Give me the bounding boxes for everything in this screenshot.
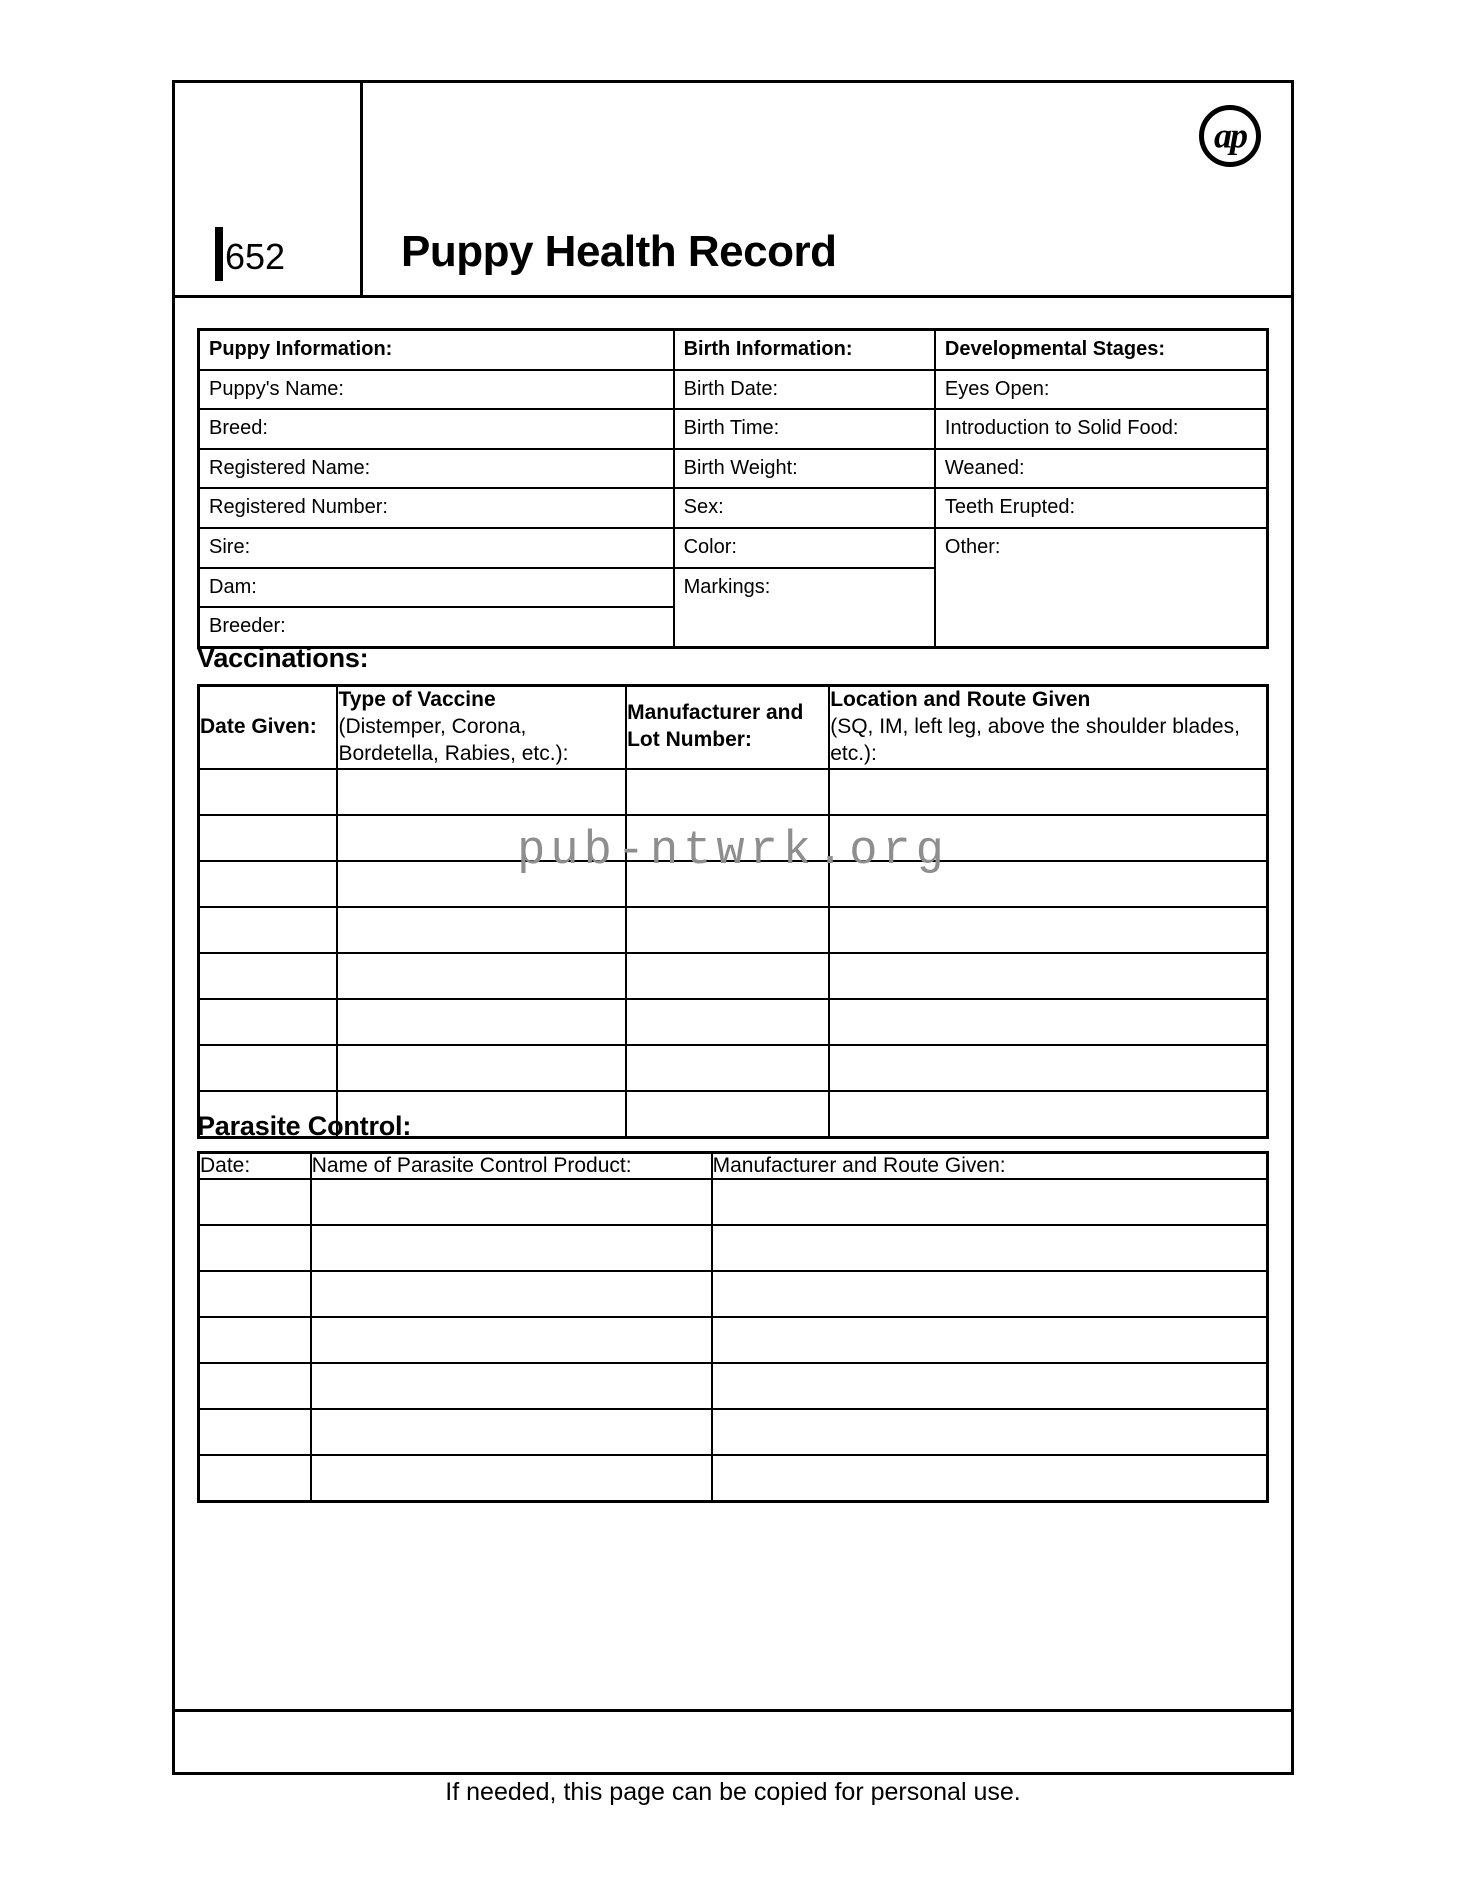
info-field-cell[interactable] [674, 370, 935, 410]
info-field-label: Registered Number: [209, 496, 388, 519]
para-cell-product[interactable] [311, 1271, 712, 1317]
vacc-cell-type[interactable] [337, 861, 626, 907]
info-field-label: Birth Time: [683, 417, 780, 440]
watermark: pub-ntwrk.org [517, 825, 949, 878]
info-field-cell[interactable] [674, 409, 935, 449]
table-row [199, 1225, 1268, 1271]
para-cell-manufacturer[interactable] [712, 1455, 1268, 1502]
info-field-cell[interactable] [199, 528, 674, 568]
vacc-col-header-date [199, 686, 338, 769]
table-row [199, 1045, 1268, 1091]
info-field-cell[interactable] [674, 528, 935, 568]
vacc-cell-type[interactable] [337, 907, 626, 953]
vacc-cell-type[interactable] [337, 815, 626, 861]
para-cell-product[interactable] [311, 1179, 712, 1225]
table-row [199, 1271, 1268, 1317]
para-cell-product[interactable] [311, 1363, 712, 1409]
info-field-label: Eyes Open: [944, 377, 1050, 400]
info-field-cell[interactable] [674, 449, 935, 489]
para-cell-date[interactable] [199, 1225, 311, 1271]
para-col-header-manufacturer: Manufacturer and Route Given: [712, 1153, 1268, 1180]
table-row [199, 907, 1268, 953]
info-heading-cell [674, 330, 935, 370]
info-col-heading: Puppy Information: [209, 338, 393, 360]
table-row [199, 1409, 1268, 1455]
vacc-col-header-location [829, 686, 1267, 769]
para-cell-date[interactable] [199, 1409, 311, 1455]
info-heading-cell [935, 330, 1268, 370]
info-field-cell[interactable] [935, 449, 1268, 489]
page-title: Puppy Health Record [401, 227, 837, 276]
info-field-cell[interactable] [674, 568, 935, 648]
vaccinations-heading: Vaccinations: [197, 643, 369, 673]
vacc-cell-location[interactable] [829, 907, 1267, 953]
para-cell-manufacturer[interactable] [712, 1271, 1268, 1317]
para-col-header-product: Name of Parasite Control Product: [311, 1153, 712, 1180]
info-field-cell[interactable] [199, 607, 674, 647]
vacc-cell-type[interactable] [337, 999, 626, 1045]
vacc-cell-date[interactable] [199, 999, 338, 1045]
info-field-cell[interactable] [199, 370, 674, 410]
table-row [199, 1363, 1268, 1409]
vacc-cell-manufacturer[interactable] [626, 861, 829, 907]
info-table-body [199, 330, 1268, 648]
parasite-table-body [199, 1153, 1268, 1502]
para-col-header-date: Date: [199, 1153, 311, 1180]
vacc-header-sub: (Distemper, Corona, Bordetella, Rabies, etc.): [338, 714, 569, 765]
vacc-header-main: Location and Route Given [830, 688, 1091, 711]
vacc-cell-type[interactable] [337, 1045, 626, 1091]
info-field-cell[interactable] [199, 409, 674, 449]
vacc-col-header-manufacturer [626, 686, 829, 769]
para-cell-date[interactable] [199, 1271, 311, 1317]
info-field-label: Birth Date: [683, 377, 779, 400]
vacc-cell-date[interactable] [199, 1045, 338, 1091]
para-cell-product[interactable] [311, 1317, 712, 1363]
vaccinations-table [197, 684, 1269, 1139]
vacc-col-header-type [337, 686, 626, 769]
table-row [199, 815, 1268, 861]
info-field-cell[interactable] [935, 528, 1268, 647]
vacc-cell-location[interactable] [829, 769, 1267, 815]
table-row [199, 449, 1268, 489]
info-field-cell[interactable] [935, 370, 1268, 410]
info-field-cell[interactable] [935, 488, 1268, 528]
table-row [199, 488, 1268, 528]
vacc-header-main: Manufacturer and Lot Number: [627, 701, 804, 752]
para-cell-date[interactable] [199, 1179, 311, 1225]
table-header-row [199, 686, 1268, 769]
info-col-heading: Developmental Stages: [944, 338, 1165, 360]
para-cell-manufacturer[interactable] [712, 1317, 1268, 1363]
info-field-label: Markings: [683, 575, 771, 598]
table-header-row [199, 1153, 1268, 1180]
info-field-label: Puppy's Name: [209, 377, 344, 400]
vacc-cell-date[interactable] [199, 769, 338, 815]
info-field-cell[interactable] [935, 409, 1268, 449]
vacc-cell-location[interactable] [829, 861, 1267, 907]
code-number: 652 [225, 236, 286, 277]
vacc-cell-date[interactable] [199, 907, 338, 953]
document-code [215, 227, 285, 281]
vacc-cell-manufacturer[interactable] [626, 769, 829, 815]
vacc-cell-date[interactable] [199, 953, 338, 999]
vacc-cell-location[interactable] [829, 1091, 1267, 1138]
info-field-label: Dam: [209, 575, 257, 598]
ap-logo-icon [1199, 105, 1261, 167]
vaccinations-table-body [199, 686, 1268, 1138]
header-code-cell [175, 83, 363, 295]
vacc-header-main: Date Given: [200, 714, 317, 738]
document-frame [172, 80, 1294, 1775]
para-cell-product[interactable] [311, 1409, 712, 1455]
parasite-control-section [197, 1151, 1269, 1503]
vacc-cell-location[interactable] [829, 953, 1267, 999]
vacc-cell-location[interactable] [829, 815, 1267, 861]
para-cell-product[interactable] [311, 1455, 712, 1502]
para-cell-manufacturer[interactable] [712, 1409, 1268, 1455]
info-field-label: Other: [944, 535, 1001, 558]
vacc-cell-date[interactable] [199, 815, 338, 861]
info-field-cell[interactable] [199, 488, 674, 528]
footer-divider [175, 1709, 1291, 1712]
table-row [199, 528, 1268, 568]
info-field-label: Birth Weight: [683, 456, 798, 479]
vacc-cell-manufacturer[interactable] [626, 953, 829, 999]
info-field-label: Sire: [209, 535, 251, 558]
parasite-control-table [197, 1151, 1269, 1503]
info-field-label: Sex: [683, 496, 724, 519]
para-cell-date[interactable] [199, 1455, 311, 1502]
code-bar-icon [215, 227, 223, 281]
table-row [199, 1179, 1268, 1225]
info-field-label: Teeth Erupted: [944, 496, 1075, 519]
table-row [199, 370, 1268, 410]
para-cell-date[interactable] [199, 1317, 311, 1363]
para-cell-product[interactable] [311, 1225, 712, 1271]
puppy-info-table [197, 328, 1269, 649]
vacc-cell-manufacturer[interactable] [626, 1091, 829, 1138]
info-field-label: Weaned: [944, 456, 1025, 479]
info-field-label: Color: [683, 535, 737, 558]
document-header [175, 83, 1291, 298]
table-row [199, 409, 1268, 449]
parasite-control-heading: Parasite Control: [197, 1111, 412, 1141]
vacc-cell-manufacturer[interactable] [626, 1045, 829, 1091]
para-cell-manufacturer[interactable] [712, 1179, 1268, 1225]
table-row [199, 953, 1268, 999]
vaccinations-section [197, 684, 1269, 1139]
para-cell-manufacturer[interactable] [712, 1363, 1268, 1409]
info-field-label: Introduction to Solid Food: [944, 417, 1179, 440]
table-row [199, 330, 1268, 370]
info-field-cell[interactable] [199, 568, 674, 608]
table-row [199, 1455, 1268, 1502]
footer-note: If needed, this page can be copied for personal use. [445, 1778, 1021, 1806]
info-field-label: Breed: [209, 417, 268, 440]
info-field-cell[interactable] [199, 449, 674, 489]
vacc-cell-manufacturer[interactable] [626, 907, 829, 953]
table-row [199, 999, 1268, 1045]
para-cell-manufacturer[interactable] [712, 1225, 1268, 1271]
info-field-cell[interactable] [674, 488, 935, 528]
info-heading-cell [199, 330, 674, 370]
vacc-cell-location[interactable] [829, 1045, 1267, 1091]
vacc-cell-manufacturer[interactable] [626, 815, 829, 861]
table-row [199, 1317, 1268, 1363]
para-cell-date[interactable] [199, 1363, 311, 1409]
header-title-cell [363, 83, 1291, 295]
vacc-cell-location[interactable] [829, 999, 1267, 1045]
table-row [199, 769, 1268, 815]
info-col-heading: Birth Information: [683, 338, 853, 360]
info-field-label: Breeder: [209, 615, 286, 638]
vacc-cell-type[interactable] [337, 953, 626, 999]
vacc-cell-date[interactable] [199, 861, 338, 907]
vacc-header-sub: (SQ, IM, left leg, above the shoulder blades, etc.): [830, 714, 1240, 765]
puppy-info-section [197, 328, 1269, 649]
vacc-cell-type[interactable] [337, 769, 626, 815]
table-row [199, 861, 1268, 907]
vacc-cell-manufacturer[interactable] [626, 999, 829, 1045]
vacc-header-main: Type of Vaccine [338, 688, 496, 711]
logo-monogram: ap [1214, 115, 1246, 156]
info-field-label: Registered Name: [209, 456, 371, 479]
